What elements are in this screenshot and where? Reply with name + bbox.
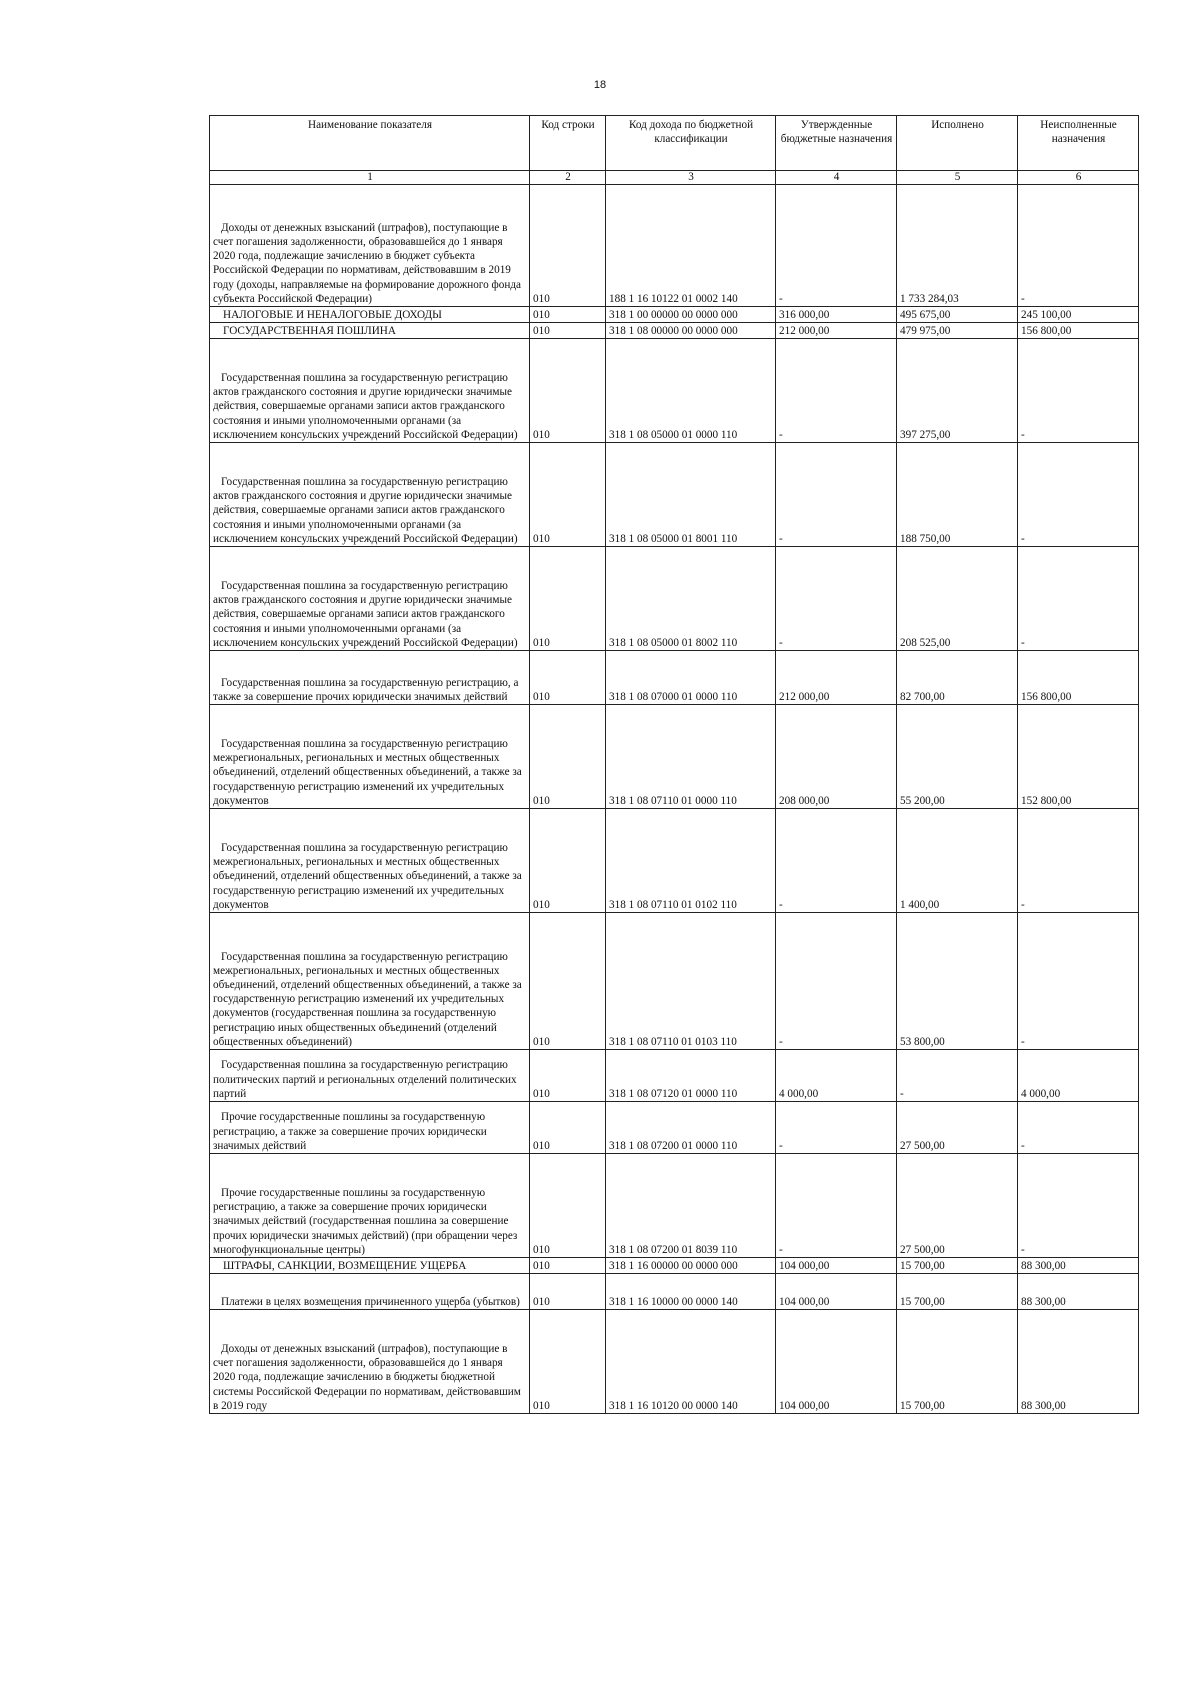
indicator-name: Доходы от денежных взысканий (штрафов), поступающие в счет погашения задолженности, образовавшейся до 1 января 2020 года, подлежащие зачислению в бюджет субъекта Российской Федерации по нормативам, действовавшим в 2019 году (доходы, направляемые на формирование дорожного фонда субъекта Российской Федерации) xyxy=(210,185,530,307)
indicator-name: Государственная пошлина за государственную регистрацию актов гражданского состояния и другие юридически значимые действия, совершаемые органами записи актов гражданского состояния и иными уполномоченными органами (за исключением консульских учреждений Российской Федерации) xyxy=(210,547,530,651)
income-code: 318 1 00 00000 00 0000 000 xyxy=(606,307,776,323)
unexecuted-amount: - xyxy=(1018,547,1139,651)
approved-amount: - xyxy=(776,339,897,443)
income-code: 318 1 08 07000 01 0000 110 xyxy=(606,651,776,705)
indicator-name: Государственная пошлина за государственную регистрацию межрегиональных, региональных и местных общественных объединений, отделений общественных объединений, а также за государственную регистрацию изменений их учредительных документов xyxy=(210,705,530,809)
table-row xyxy=(210,1102,1139,1154)
column-numbers-row xyxy=(210,171,1139,185)
indicator-name: Государственная пошлина за государственную регистрацию актов гражданского состояния и другие юридически значимые действия, совершаемые органами записи актов гражданского состояния и иными уполномоченными органами (за исключением консульских учреждений Российской Федерации) xyxy=(210,339,530,443)
table-row xyxy=(210,1258,1139,1274)
approved-amount: - xyxy=(776,1102,897,1154)
income-code: 318 1 08 07110 01 0000 110 xyxy=(606,705,776,809)
executed-amount: - xyxy=(897,1050,1018,1102)
line-code: 010 xyxy=(530,1258,606,1274)
header-line-code: Код строки xyxy=(530,116,606,171)
header-executed: Исполнено xyxy=(897,116,1018,171)
approved-amount: 212 000,00 xyxy=(776,651,897,705)
header-unexecuted-appropriations: Неисполненные назначения xyxy=(1018,116,1139,171)
table-row xyxy=(210,1154,1139,1258)
unexecuted-amount: 245 100,00 xyxy=(1018,307,1139,323)
unexecuted-amount: - xyxy=(1018,339,1139,443)
line-code: 010 xyxy=(530,1274,606,1310)
indicator-name: Прочие государственные пошлины за государственную регистрацию, а также за совершение прочих юридически значимых действий (государственная пошлина за совершение прочих юридически значимых действий) (при обращении через многофункциональные центры) xyxy=(210,1154,530,1258)
approved-amount: 212 000,00 xyxy=(776,323,897,339)
approved-amount: 4 000,00 xyxy=(776,1050,897,1102)
indicator-name: Платежи в целях возмещения причиненного ущерба (убытков) xyxy=(210,1274,530,1310)
table-row xyxy=(210,443,1139,547)
line-code: 010 xyxy=(530,1154,606,1258)
line-code: 010 xyxy=(530,443,606,547)
approved-amount: - xyxy=(776,1154,897,1258)
indicator-name: Государственная пошлина за государственную регистрацию политических партий и региональных отделений политических партий xyxy=(210,1050,530,1102)
table-row xyxy=(210,307,1139,323)
column-number: 3 xyxy=(606,171,776,185)
line-code: 010 xyxy=(530,1050,606,1102)
income-code: 318 1 08 07120 01 0000 110 xyxy=(606,1050,776,1102)
income-code: 318 1 08 07200 01 8039 110 xyxy=(606,1154,776,1258)
executed-amount: 479 975,00 xyxy=(897,323,1018,339)
line-code: 010 xyxy=(530,339,606,443)
header-approved-appropriations: Утвержденные бюджетные назначения xyxy=(776,116,897,171)
header-indicator-name: Наименование показателя xyxy=(210,116,530,171)
header-row xyxy=(210,116,1139,171)
table-row xyxy=(210,185,1139,307)
unexecuted-amount: - xyxy=(1018,809,1139,913)
line-code: 010 xyxy=(530,651,606,705)
indicator-name: Государственная пошлина за государственную регистрацию межрегиональных, региональных и местных общественных объединений, отделений общественных объединений, а также за государственную регистрацию изменений их учредительных документов (государственная пошлина за государственную регистрацию иных общественных объединений (отделений общественных объединений) xyxy=(210,913,530,1050)
indicator-name: ГОСУДАРСТВЕННАЯ ПОШЛИНА xyxy=(210,323,530,339)
income-code: 318 1 08 00000 00 0000 000 xyxy=(606,323,776,339)
indicator-name: ШТРАФЫ, САНКЦИИ, ВОЗМЕЩЕНИЕ УЩЕРБА xyxy=(210,1258,530,1274)
income-code: 318 1 08 07110 01 0102 110 xyxy=(606,809,776,913)
executed-amount: 15 700,00 xyxy=(897,1258,1018,1274)
unexecuted-amount: - xyxy=(1018,443,1139,547)
unexecuted-amount: - xyxy=(1018,1154,1139,1258)
unexecuted-amount: 88 300,00 xyxy=(1018,1310,1139,1414)
line-code: 010 xyxy=(530,185,606,307)
line-code: 010 xyxy=(530,705,606,809)
income-code: 318 1 08 07110 01 0103 110 xyxy=(606,913,776,1050)
executed-amount: 1 733 284,03 xyxy=(897,185,1018,307)
executed-amount: 495 675,00 xyxy=(897,307,1018,323)
approved-amount: 316 000,00 xyxy=(776,307,897,323)
indicator-name: НАЛОГОВЫЕ И НЕНАЛОГОВЫЕ ДОХОДЫ xyxy=(210,307,530,323)
income-code: 318 1 08 05000 01 0000 110 xyxy=(606,339,776,443)
unexecuted-amount: 88 300,00 xyxy=(1018,1274,1139,1310)
table-row xyxy=(210,705,1139,809)
executed-amount: 27 500,00 xyxy=(897,1154,1018,1258)
approved-amount: 104 000,00 xyxy=(776,1310,897,1414)
column-number: 4 xyxy=(776,171,897,185)
executed-amount: 1 400,00 xyxy=(897,809,1018,913)
executed-amount: 82 700,00 xyxy=(897,651,1018,705)
approved-amount: - xyxy=(776,185,897,307)
table-row xyxy=(210,1310,1139,1414)
column-number: 1 xyxy=(210,171,530,185)
unexecuted-amount: 88 300,00 xyxy=(1018,1258,1139,1274)
column-number: 2 xyxy=(530,171,606,185)
line-code: 010 xyxy=(530,547,606,651)
unexecuted-amount: 156 800,00 xyxy=(1018,651,1139,705)
unexecuted-amount: 152 800,00 xyxy=(1018,705,1139,809)
executed-amount: 55 200,00 xyxy=(897,705,1018,809)
executed-amount: 53 800,00 xyxy=(897,913,1018,1050)
line-code: 010 xyxy=(530,1310,606,1414)
indicator-name: Государственная пошлина за государственную регистрацию, а также за совершение прочих юридически значимых действий xyxy=(210,651,530,705)
indicator-name: Государственная пошлина за государственную регистрацию актов гражданского состояния и другие юридически значимые действия, совершаемые органами записи актов гражданского состояния и иными уполномоченными органами (за исключением консульских учреждений Российской Федерации) xyxy=(210,443,530,547)
income-code: 318 1 16 10000 00 0000 140 xyxy=(606,1274,776,1310)
income-code: 318 1 16 00000 00 0000 000 xyxy=(606,1258,776,1274)
approved-amount: 208 000,00 xyxy=(776,705,897,809)
income-code: 318 1 08 05000 01 8001 110 xyxy=(606,443,776,547)
approved-amount: - xyxy=(776,547,897,651)
unexecuted-amount: 156 800,00 xyxy=(1018,323,1139,339)
table-row xyxy=(210,547,1139,651)
income-code: 318 1 08 05000 01 8002 110 xyxy=(606,547,776,651)
approved-amount: 104 000,00 xyxy=(776,1274,897,1310)
unexecuted-amount: - xyxy=(1018,1102,1139,1154)
unexecuted-amount: 4 000,00 xyxy=(1018,1050,1139,1102)
income-code: 318 1 08 07200 01 0000 110 xyxy=(606,1102,776,1154)
unexecuted-amount: - xyxy=(1018,913,1139,1050)
table-row xyxy=(210,1274,1139,1310)
table-row xyxy=(210,809,1139,913)
line-code: 010 xyxy=(530,1102,606,1154)
table-row xyxy=(210,339,1139,443)
approved-amount: - xyxy=(776,809,897,913)
indicator-name: Государственная пошлина за государственную регистрацию межрегиональных, региональных и местных общественных объединений, отделений общественных объединений, а также за государственную регистрацию изменений их учредительных документов xyxy=(210,809,530,913)
unexecuted-amount: - xyxy=(1018,185,1139,307)
approved-amount: - xyxy=(776,443,897,547)
approved-amount: - xyxy=(776,913,897,1050)
budget-report-table xyxy=(209,115,1139,1414)
page-number: 18 xyxy=(593,79,607,91)
table-row xyxy=(210,651,1139,705)
executed-amount: 208 525,00 xyxy=(897,547,1018,651)
income-code: 318 1 16 10120 00 0000 140 xyxy=(606,1310,776,1414)
executed-amount: 15 700,00 xyxy=(897,1310,1018,1414)
line-code: 010 xyxy=(530,307,606,323)
indicator-name: Прочие государственные пошлины за государственную регистрацию, а также за совершение прочих юридически значимых действий xyxy=(210,1102,530,1154)
executed-amount: 397 275,00 xyxy=(897,339,1018,443)
executed-amount: 27 500,00 xyxy=(897,1102,1018,1154)
column-number: 6 xyxy=(1018,171,1139,185)
executed-amount: 15 700,00 xyxy=(897,1274,1018,1310)
executed-amount: 188 750,00 xyxy=(897,443,1018,547)
line-code: 010 xyxy=(530,913,606,1050)
line-code: 010 xyxy=(530,323,606,339)
table-row xyxy=(210,323,1139,339)
table-row xyxy=(210,1050,1139,1102)
table-row xyxy=(210,913,1139,1050)
approved-amount: 104 000,00 xyxy=(776,1258,897,1274)
income-code: 188 1 16 10122 01 0002 140 xyxy=(606,185,776,307)
indicator-name: Доходы от денежных взысканий (штрафов), поступающие в счет погашения задолженности, образовавшейся до 1 января 2020 года, подлежащие зачислению в бюджеты бюджетной системы Российской Федерации по нормативам, действовавшим в 2019 году xyxy=(210,1310,530,1414)
line-code: 010 xyxy=(530,809,606,913)
header-budget-classification-code: Код дохода по бюджетной классификации xyxy=(606,116,776,171)
column-number: 5 xyxy=(897,171,1018,185)
